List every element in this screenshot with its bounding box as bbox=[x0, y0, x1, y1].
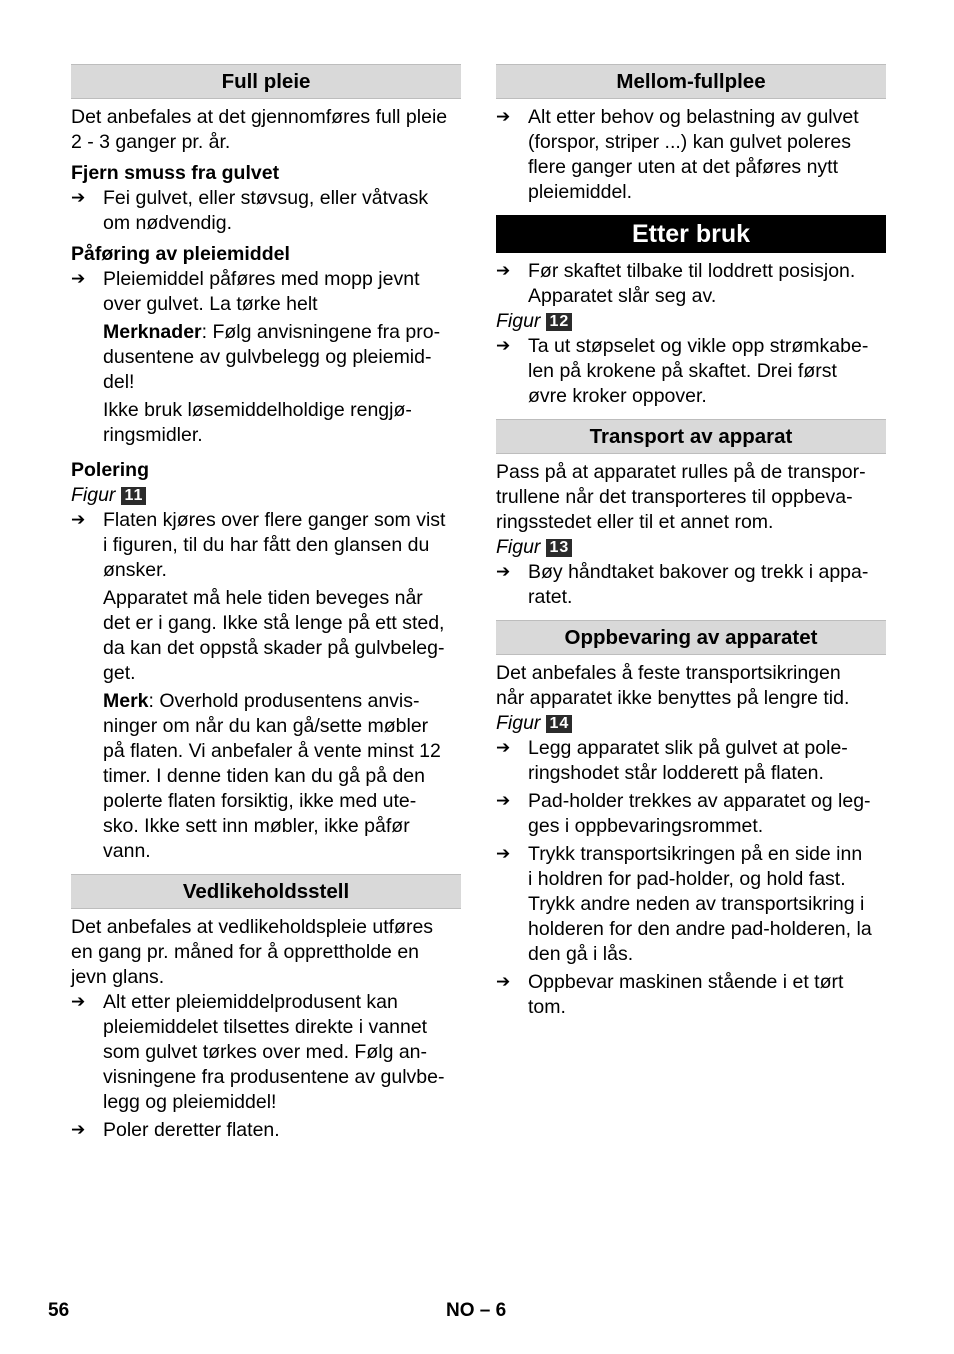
bullet-for-skaftet: ➔ Før skaftet tilbake til loddrett posisjon. Apparatet slår seg av. bbox=[496, 259, 886, 309]
figure-ref-14: Figur 14 bbox=[496, 711, 886, 736]
figure-number-badge: 13 bbox=[546, 539, 572, 557]
subheading-paforing: Påføring av pleiemiddel bbox=[71, 243, 290, 265]
note-merknader: Merknader: Følg anvisningene fra pro- dusentene av gulvbelegg og pleiemid- del! bbox=[103, 321, 441, 393]
page-number: 56 bbox=[48, 1300, 70, 1321]
bullet-pleiemiddelprodusent: ➔ Alt etter pleiemiddelprodusent kan pleiemiddelet tilsettes direkte i vannet som gulvet tørkes over med. Følg an- visningene fra produsentene av gulvbe- legg og pleiemiddel! bbox=[71, 990, 461, 1115]
figure-ref-11: Figur 11 bbox=[71, 483, 461, 508]
full-pleie-intro: Det anbefales at det gjennomføres full pleie 2 - 3 ganger pr. år. bbox=[71, 106, 448, 153]
figure-ref-12: Figur 12 bbox=[496, 309, 886, 334]
etter-bruk-heading: Etter bruk bbox=[496, 215, 886, 253]
bullet-poler-deretter: ➔ Poler deretter flaten. bbox=[71, 1118, 461, 1143]
transport-intro: Pass på at apparatet rulles på de transpor- trullene når det transporteres til oppbeva- ringsstedet eller til et annet rom. bbox=[496, 461, 866, 533]
figure-number-badge: 12 bbox=[546, 313, 572, 331]
bullet-fei-gulvet: ➔ Fei gulvet, eller støvsug, eller våtvask om nødvendig. bbox=[71, 186, 461, 236]
oppbevaring-intro: Det anbefales å feste transportsikringen når apparatet ikke benyttes på lengre tid. bbox=[496, 662, 850, 709]
note-merk: Merk: Overhold produsentens anvis- ninger om når du kan gå/sette møbler på flaten. Vi anbefaler å vente minst 12 timer. I denne tiden kan du gå på den polerte flaten forsiktig, ikke med ute- sko. Ikke sett inn møbler, ikke påfør vann. bbox=[103, 690, 441, 862]
bullet-oppbevar-maskinen: ➔ Oppbevar maskinen stående i et tørt tom. bbox=[496, 970, 886, 1020]
bullet-pleiemiddel: ➔ Pleiemiddel påføres med mopp jevnt over gulvet. La tørke helt bbox=[71, 267, 461, 317]
figure-ref-13: Figur 13 bbox=[496, 535, 886, 560]
full-pleie-heading: Full pleie bbox=[71, 64, 461, 99]
bullet-pad-holder: ➔ Pad-holder trekkes av apparatet og leg- ges i oppbevaringsrommet. bbox=[496, 789, 886, 839]
bullet-trykk-transportsikringen: ➔ Trykk transportsikringen på en side inn i holdren for pad-holder, og hold fast. Trykk andre neden av transportsikring i holderen for den andre pad-holderen, la den gå i lås. bbox=[496, 842, 886, 967]
para-apparatet: Apparatet må hele tiden beveges når det er i gang. Ikke stå lenge på ett sted, da kan det oppstå skader på gulvbeleg- get. bbox=[103, 587, 445, 684]
subheading-polering: Polering bbox=[71, 459, 150, 481]
bullet-flaten-kjores: ➔ Flaten kjøres over flere ganger som vist i figuren, til du har fått den glansen du ønsker. bbox=[71, 508, 461, 583]
subheading-fjern-smuss: Fjern smuss fra gulvet bbox=[71, 162, 280, 184]
vedlikehold-heading: Vedlikeholdsstell bbox=[71, 874, 461, 909]
bullet-legg-apparatet: ➔ Legg apparatet slik på gulvet at pole- ringshodet står lodderett på flaten. bbox=[496, 736, 886, 786]
bullet-ta-ut-stopselet: ➔ Ta ut støpselet og vikle opp strømkabe- len på krokene på skaftet. Drei først øvre kroker oppover. bbox=[496, 334, 886, 409]
language-page-label: NO – 6 bbox=[446, 1300, 507, 1321]
mellom-heading: Mellom-fullplee bbox=[496, 64, 886, 99]
figure-number-badge: 11 bbox=[121, 487, 146, 505]
left-column bbox=[71, 64, 461, 1143]
note-losemiddel: Ikke bruk løsemiddelholdige rengjø- ringsmidler. bbox=[103, 399, 412, 446]
figure-number-badge: 14 bbox=[546, 715, 572, 733]
vedlikehold-intro: Det anbefales at vedlikeholdspleie utføres en gang pr. måned for å opprettholde en jevn glans. bbox=[71, 916, 434, 988]
oppbevaring-heading: Oppbevaring av apparatet bbox=[496, 620, 886, 655]
bullet-alt-etter-behov: ➔ Alt etter behov og belastning av gulvet (forspor, striper ...) kan gulvet poleres flere ganger uten at det påføres nytt pleiemiddel. bbox=[496, 105, 886, 205]
bullet-boy-handtaket: ➔ Bøy håndtaket bakover og trekk i appa- ratet. bbox=[496, 560, 886, 610]
right-column bbox=[496, 64, 886, 1020]
transport-heading: Transport av apparat bbox=[496, 419, 886, 454]
